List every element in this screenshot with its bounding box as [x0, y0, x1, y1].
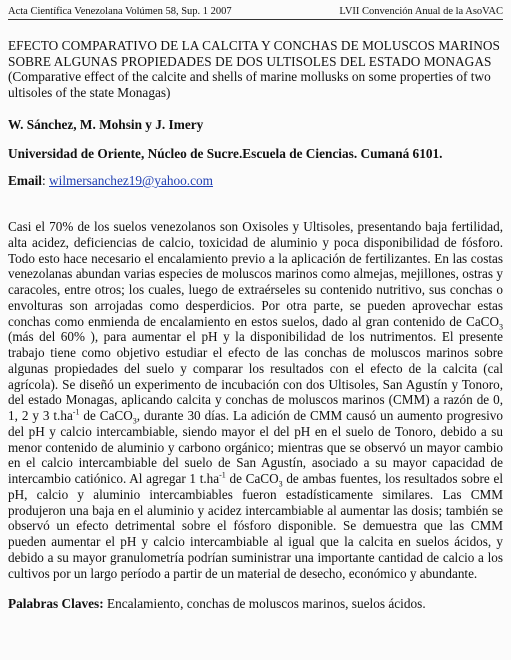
abstract-text-6: de ambas fuentes, los resultados sobre el pH, calcio y aluminio intercambiables fueron estadísticamente similares. Las CMM produjeron una baja en el aluminio y acidez intercambiable al aumentar las dosis; también se observó un efecto detrimental sobre el fósforo disponible. Se demuestra que las CMM pueden aumentar el pH y calcio intercambiable al igual que la calcita en suelos ácidos, y debido a su mayor granulometría podrían suministrar una importante cantidad de calcio a los cultivos por un largo período a partir de un material de desecho, económico y abundante.: [8, 471, 503, 581]
conference-name: LVII Convención Anual de la AsoVAC: [339, 6, 503, 17]
abstract: [8, 219, 503, 581]
email-separator: :: [41, 173, 50, 188]
affiliation: Universidad de Oriente, Núcleo de Sucre.Escuela de Ciencias. Cumaná 6101.: [8, 146, 443, 161]
superscript-minus-1: -1: [72, 407, 80, 417]
abstract-paragraph: [8, 219, 503, 581]
subscript-3: 3: [278, 479, 283, 489]
subscript-3: 3: [132, 416, 137, 426]
superscript-minus-1: -1: [219, 470, 226, 480]
keywords-label: Palabras Claves:: [8, 596, 104, 612]
email-link[interactable]: wilmersanchez19@yahoo.com: [49, 173, 214, 188]
abstract-text-3: de CaCO: [79, 408, 133, 423]
abstract-text-2: (más del 60% ), para aumentar el pH y la disponibilidad de los nutrimentos. El presente trabajo tiene como objetivo estudiar el efecto de las conchas de moluscos marinos sobre algunas propiedades del suelo y comparar los resultados con el efecto de la calcita (cal agrícola). Se diseñó un experimento de incubación con dos Ultisoles, San Agustín y Tonoro, del estado Monagas, aplicando calcita y conchas de moluscos marinos (CMM) a razón de 0, 1, 2 y 3 t.ha: [8, 329, 503, 423]
keywords-line: [8, 596, 503, 612]
keywords-text: Encalamiento, conchas de moluscos marinos, suelos ácidos.: [103, 596, 426, 612]
running-header: [8, 5, 503, 18]
abstract-text-1: Casi el 70% de los suelos venezolanos son Oxisoles y Ultisoles, presentando baja fertilidad, alta acidez, deficiencias de calcio, toxicidad de aluminio y poca disponibilidad de fósforo. Todo esto hace necesario el encalamiento previo a la aplicación de fertilizantes. En las costas venezolanas abundan varias especies de moluscos marinos como almejas, mejillones, ostras y caracoles, entre otros; los cuales, luego de extraérseles su contenido nutritivo, sus conchas o envolturas son arrojadas como desperdicios. Por otra parte, se pueden aprovechar estas conchas como enmienda de encalamiento en estos suelos, dado al gran contenido de CaCO: [8, 219, 503, 329]
abstract-text-5: de CaCO: [225, 471, 279, 486]
email-label: Email: [8, 173, 42, 188]
header-rule: [8, 19, 503, 20]
paper-title-english: (Comparative effect of the calcite and shells of marine mollusks on some properties of two ultisoles of the state Monagas): [8, 69, 491, 100]
subscript-3: 3: [499, 322, 503, 332]
email-line: [8, 173, 503, 189]
author-list: W. Sánchez, M. Mohsin y J. Imery: [8, 117, 204, 132]
abstract-text-4: , durante 30 días. La adición de CMM causó un aumento progresivo del pH y calcio intercambiable, siendo mayor el del pH en el suelo de Tonoro, debido a su menor contenido de aluminio y carbono orgánico; mientras que se observó un mayor cambio en el calcio intercambiable del suelo de San Agustín, asociado a su mayor capacidad de intercambio catiónico. Al agregar 1 t.ha: [8, 408, 503, 486]
paper-title: EFECTO COMPARATIVO DE LA CALCITA Y CONCHAS DE MOLUSCOS MARINOS SOBRE ALGUNAS PROPIEDADES DE DOS ULTISOLES DEL ESTADO MONAGAS: [8, 38, 500, 69]
journal-citation: Acta Científica Venezolana Volúmen 58, Sup. 1 2007: [8, 6, 232, 17]
